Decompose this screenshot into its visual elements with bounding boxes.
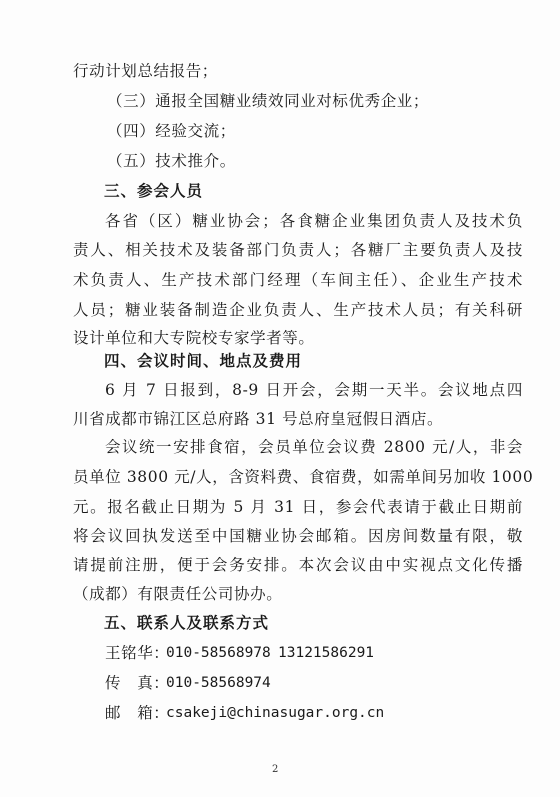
attendees-text-line: 人员；糖业装备制造企业负责人、生产技术人员；有关科研 — [73, 301, 523, 319]
contact-phone-1: 010-58568978 — [166, 645, 271, 661]
agenda-item-3: （三）通报全国糖业绩效同业对标优秀企业； — [107, 92, 430, 110]
attendees-text-line: 责人、相关技术及装备部门负责人；各糖厂主要负责人及技 — [73, 241, 523, 259]
time-place-text-line: 6 月 7 日报到，8-9 日开会，会期一天半。会议地点四 — [105, 381, 523, 399]
email-address: csakeji@chinasugar.org.cn — [166, 705, 385, 721]
section-heading-contacts: 五、联系人及联系方式 — [104, 614, 270, 632]
contact-name-label: 王铭华： — [105, 644, 170, 662]
fee-text-line: 将会议回执发送至中国糖业协会邮箱。因房间数量有限，敬 — [73, 527, 523, 545]
agenda-item-4: （四）经验交流； — [107, 122, 236, 140]
fee-text-line: 元。报名截止日期为 5 月 31 日，参会代表请于截止日期前 — [73, 498, 523, 516]
section-heading-time-place-fee: 四、会议时间、地点及费用 — [104, 352, 303, 370]
email-label: 邮 箱： — [105, 704, 170, 722]
attendees-text-line: 设计单位和大专院校专家学者等。 — [73, 329, 315, 347]
fee-text-line: 请提前注册，便于会务安排。本次会议由中实视点文化传播 — [73, 556, 523, 574]
contact-phone-2: 13121586291 — [278, 645, 375, 661]
attendees-text-line: 各省（区）糖业协会；各食糖企业集团负责人及技术负 — [105, 212, 523, 230]
fee-text-line: （成都）有限责任公司协办。 — [73, 585, 283, 603]
page-number: 2 — [272, 764, 279, 775]
fax-number: 010-58568974 — [166, 675, 271, 691]
attendees-text-line: 术负责人、生产技术部门经理（车间主任）、企业生产技术 — [73, 271, 523, 289]
fee-text-line: 会议统一安排食宿，会员单位会议费 2800 元/人，非会 — [105, 438, 523, 456]
agenda-item-5: （五）技术推介。 — [107, 152, 236, 170]
agenda-item-continuation: 行动计划总结报告； — [73, 62, 218, 80]
section-heading-attendees: 三、参会人员 — [104, 182, 204, 200]
time-place-text-line: 川省成都市锦江区总府路 31 号总府皇冠假日酒店。 — [73, 410, 444, 428]
fee-text-line: 员单位 3800 元/人，含资料费、食宿费，如需单间另加收 1000 — [73, 468, 534, 486]
fax-label: 传 真： — [105, 674, 170, 692]
